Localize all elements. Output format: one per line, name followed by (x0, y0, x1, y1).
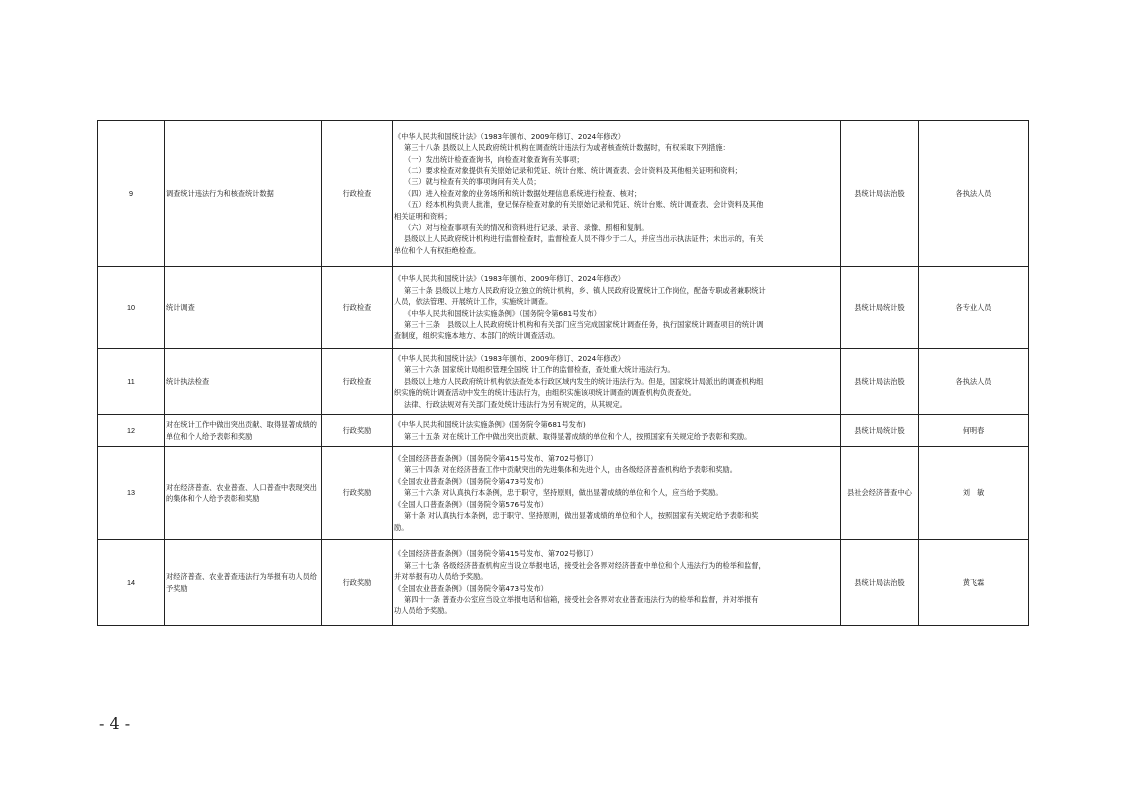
legal-basis-line: 第三十条 县级以上地方人民政府设立独立的统计机构，乡、镇人民政府设置统计工作岗位，配备专职或者兼职统计 (404, 285, 766, 295)
table-row (98, 447, 1029, 540)
legal-basis-line: 第十条 对认真执行本条例，忠于职守、坚持原则，做出显著成绩的单位和个人，按照国家有关规定给予表彰和奖 (404, 511, 759, 521)
legal-basis-line: 查制度，组织实施本地方、本部门的统计调查活动。 (394, 331, 560, 341)
responsible-person-cell: 黄飞霖 (919, 540, 1029, 626)
legal-basis-line: 县级以上人民政府统计机构进行监督检查时，监督检查人员不得少于二人，并应当出示执法证件；未出示的，有关 (404, 234, 764, 244)
legal-basis-line: 县级以上地方人民政府统计机构依法查处本行政区域内发生的统计违法行为。但是，国家统计局派出的调查机构组 (404, 376, 764, 386)
responsible-dept-cell: 县统计局法治股 (841, 121, 919, 267)
legal-basis-line: 《全国农业普查条例》（国务院令第473号发布） (394, 583, 548, 593)
legal-basis-cell (393, 121, 841, 267)
responsible-dept-cell: 县统计局法治股 (841, 540, 919, 626)
legal-basis-line: 单位和个人有权拒绝检查。 (394, 245, 481, 255)
item-name-cell: 统计执法检查 (165, 349, 322, 415)
legal-basis-line: 《全国农业普查条例》（国务院令第473号发布） (394, 476, 548, 486)
row-number-cell: 13 (98, 447, 165, 540)
responsible-person-cell: 各执法人员 (919, 121, 1029, 267)
legal-basis-line: 织实施的统计调查活动中发生的统计违法行为，由组织实施该项统计调查的调查机构负责查处。 (394, 388, 696, 398)
legal-basis-line: （四）进入检查对象的业务场所和统计数据处理信息系统进行检查、核对； (404, 188, 642, 198)
legal-basis-line: 第三十七条 各级经济普查机构应当设立举报电话，接受社会各界对经济普查中单位和个人违法行为的检举和监督， (404, 560, 766, 570)
row-number-cell: 14 (98, 540, 165, 626)
row-number-cell: 12 (98, 415, 165, 447)
legal-basis-line: 《中华人民共和国统计法》（1983年颁布、2009年修订、2024年修改） (394, 131, 625, 141)
legal-basis-line: （二）要求检查对象提供有关原始记录和凭证、统计台账、统计调查表、会计资料及其他相关证明和资料； (404, 165, 742, 175)
responsible-dept-cell: 县统计局法治股 (841, 349, 919, 415)
legal-basis-line: 《全国经济普查条例》（国务院令第415号发布、第702号修订） (394, 454, 598, 464)
legal-basis-line: 第三十六条 国家统计局组织管理全国统 计工作的监督检查，查处重大统计违法行为。 (404, 365, 675, 375)
row-number-cell: 11 (98, 349, 165, 415)
legal-basis-line: 《中华人民共和国统计法》（1983年颁布、2009年修订、2024年修改） (394, 353, 625, 363)
legal-basis-line: 第三十五条 对在统计工作中做出突出贡献、取得显著成绩的单位和个人，按照国家有关规定给予表彰和奖励。 (404, 431, 752, 441)
legal-basis-cell (393, 349, 841, 415)
legal-basis-line: 第三十八条 县级以上人民政府统计机构在调查统计违法行为或者核查统计数据时，有权采取下列措施： (404, 143, 730, 153)
legal-basis-cell (393, 540, 841, 626)
legal-basis-line: 第三十六条 对认真执行本条例，忠于职守，坚持原则，做出显著成绩的单位和个人，应当给予奖励。 (404, 488, 723, 498)
table-row (98, 540, 1029, 626)
legal-basis-line: 人员，依法管理、开展统计工作，实施统计调查。 (394, 297, 553, 307)
legal-basis-cell (393, 415, 841, 447)
responsible-person-cell: 各执法人员 (919, 349, 1029, 415)
legal-basis-line: 《中华人民共和国统计法实施条例》（国务院令第681号发布） (404, 308, 601, 318)
table-row (98, 415, 1029, 447)
item-name-cell: 对在统计工作中做出突出贡献、取得显著成绩的单位和个人给予表彰和奖励 (165, 415, 322, 447)
legal-basis-cell (393, 267, 841, 349)
table-row (98, 121, 1029, 267)
legal-basis-line: （六）对与检查事项有关的情况和资料进行记录、录音、录像、照相和复制。 (404, 223, 649, 233)
row-number-cell: 10 (98, 267, 165, 349)
item-type-cell: 行政检查 (322, 349, 393, 415)
legal-basis-line: （三）就与检查有关的事项询问有关人员； (404, 177, 541, 187)
item-type-cell: 行政检查 (322, 121, 393, 267)
enforcement-items-table (97, 120, 1029, 626)
legal-basis-cell (393, 447, 841, 540)
item-type-cell: 行政检查 (322, 267, 393, 349)
table-row (98, 349, 1029, 415)
item-name-cell: 统计调查 (165, 267, 322, 349)
item-name-cell: 对经济普查、农业普查违法行为举报有功人员给予奖励 (165, 540, 322, 626)
legal-basis-line: 法律、行政法规对有关部门查处统计违法行为另有规定的，从其规定。 (404, 399, 627, 409)
legal-basis-line: 《中华人民共和国统计法》（1983年颁布、2009年修订、2024年修改） (394, 274, 625, 284)
item-type-cell: 行政奖励 (322, 447, 393, 540)
legal-basis-line: 并对举报有功人员给予奖励。 (394, 572, 488, 582)
legal-basis-line: 《中华人民共和国统计法实施条例》(国务院令第681号发布) (394, 420, 586, 430)
legal-basis-line: 《全国经济普查条例》（国务院令第415号发布、第702号修订） (394, 549, 598, 559)
legal-basis-line: 第四十一条 普查办公室应当设立举报电话和信箱，接受社会各界对农业普查违法行为的检举和监督，并对举报有 (404, 594, 759, 604)
legal-basis-line: 第三十四条 对在经济普查工作中贡献突出的先进集体和先进个人，由各级经济普查机构给予表彰和奖励。 (404, 465, 737, 475)
item-name-cell: 调查统计违法行为和核查统计数据 (165, 121, 322, 267)
legal-basis-line: 励。 (394, 522, 409, 532)
legal-basis-line: （一）发出统计检查查询书，向检查对象查询有关事项； (404, 154, 584, 164)
legal-basis-line: 《全国人口普查条例》（国务院令第576号发布） (394, 499, 548, 509)
responsible-dept-cell: 县统计局统计股 (841, 415, 919, 447)
item-name-cell: 对在经济普查、农业普查、人口普查中表现突出的集体和个人给予表彰和奖励 (165, 447, 322, 540)
legal-basis-line: 第三十三条 县级以上人民政府统计机构和有关部门应当完成国家统计调查任务，执行国家统计调查项目的统计调 (404, 319, 764, 329)
page-number: - 4 - (99, 714, 131, 733)
responsible-dept-cell: 县社会经济普查中心 (841, 447, 919, 540)
responsible-person-cell: 刘 敏 (919, 447, 1029, 540)
legal-basis-line: （五）经本机构负责人批准，登记保存检查对象的有关原始记录和凭证、统计台账、统计调查表、会计资料及其他 (404, 200, 764, 210)
responsible-dept-cell: 县统计局统计股 (841, 267, 919, 349)
item-type-cell: 行政奖励 (322, 540, 393, 626)
responsible-person-cell: 各专业人员 (919, 267, 1029, 349)
row-number-cell: 9 (98, 121, 165, 267)
legal-basis-line: 功人员给予奖励。 (394, 606, 452, 616)
table-row (98, 267, 1029, 349)
legal-basis-line: 相关证明和资料； (394, 211, 452, 221)
responsible-person-cell: 何明春 (919, 415, 1029, 447)
item-type-cell: 行政奖励 (322, 415, 393, 447)
